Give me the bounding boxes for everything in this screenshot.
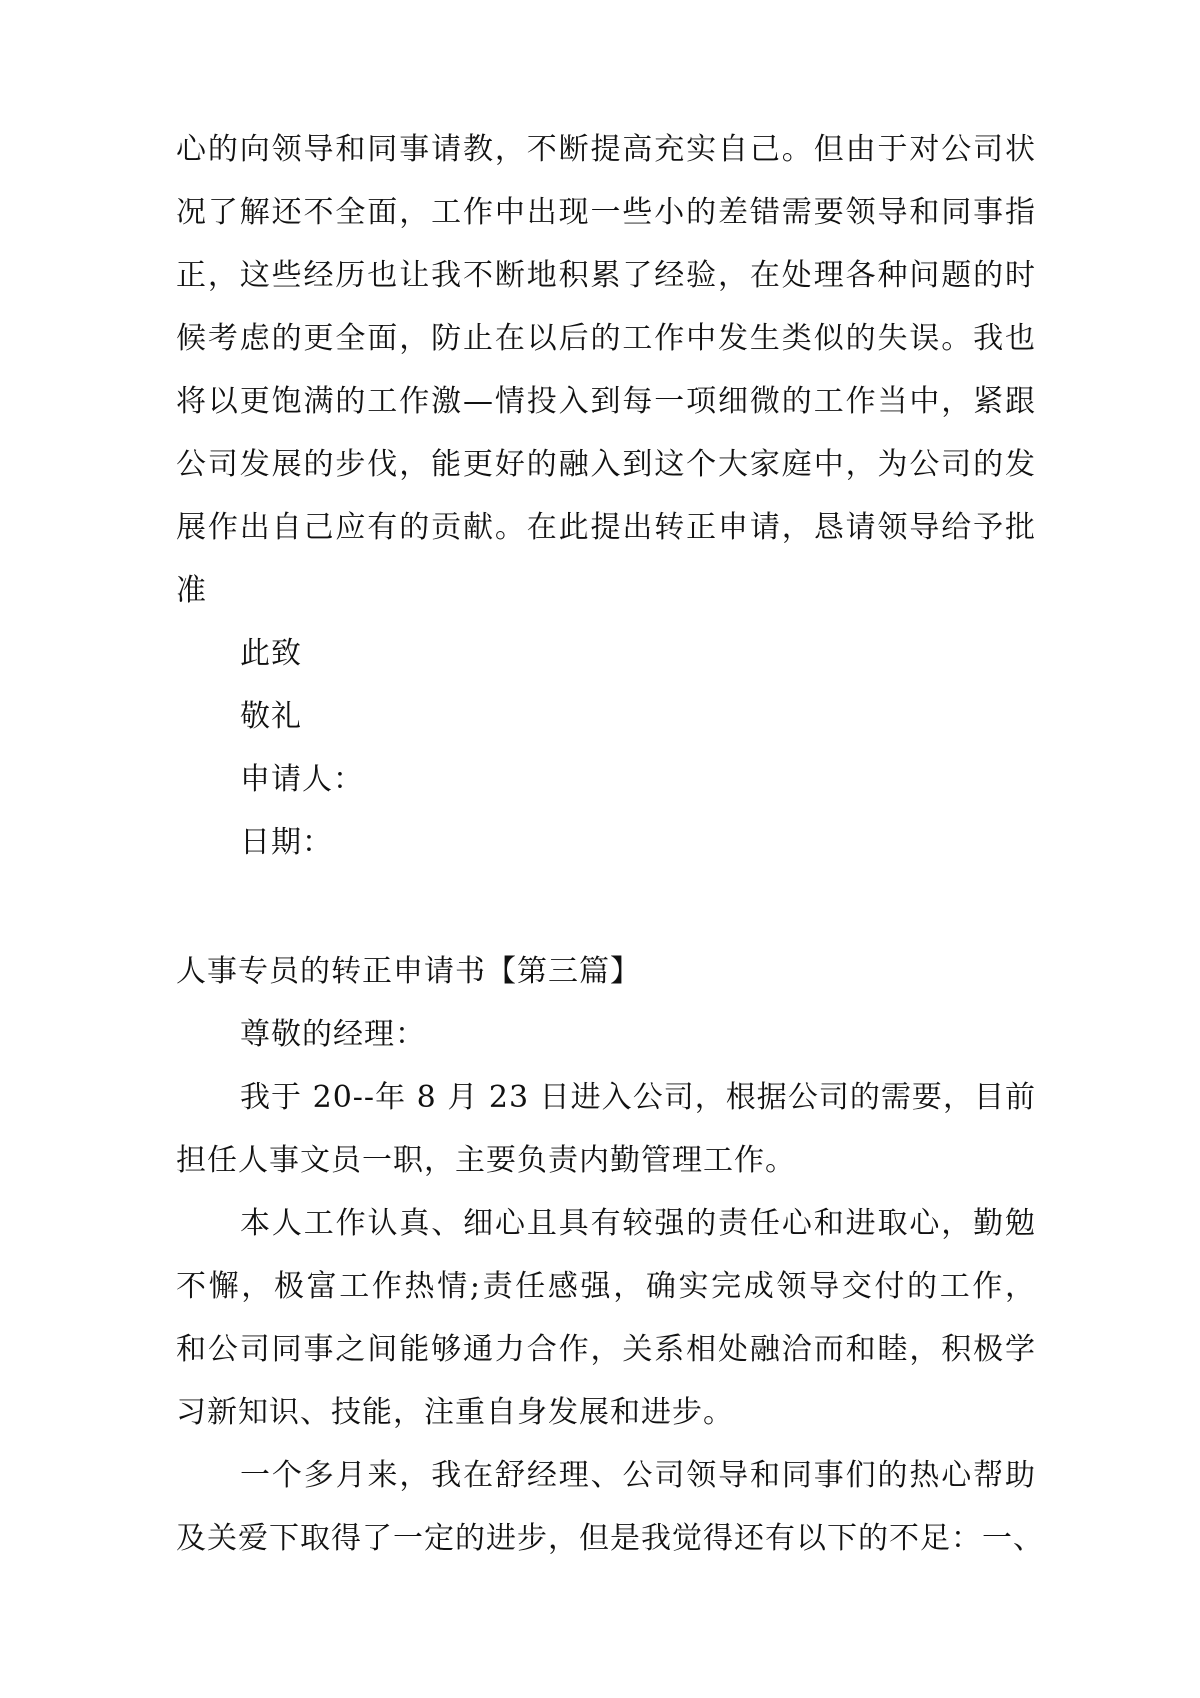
text-line: 不懈，极富工作热情;责任感强，确实完成领导交付的工作， [176, 1269, 1036, 1304]
salutation: 尊敬的经理： [240, 1017, 426, 1052]
text-line: 我于 20--年 8 月 23 日进入公司，根据公司的需要，目前 [240, 1080, 1036, 1115]
text-line: 担任人事文员一职，主要负责内勤管理工作。 [176, 1143, 796, 1178]
section-title: 人事专员的转正申请书【第三篇】 [176, 954, 641, 989]
continued-paragraph [176, 118, 1036, 622]
text-line: 心的向领导和同事请教，不断提高充实自己。但由于对公司状 [176, 132, 1036, 167]
text-line: 本人工作认真、细心且具有较强的责任心和进取心，勤勉 [240, 1206, 1036, 1241]
date-label: 日期： [240, 825, 333, 860]
text-line: 及关爱下取得了一定的进步，但是我觉得还有以下的不足：一、 [176, 1521, 1044, 1556]
text-line: 况了解还不全面，工作中出现一些小的差错需要领导和同事指 [176, 195, 1036, 230]
paragraph-3 [176, 1444, 1044, 1570]
text-line: 和公司同事之间能够通力合作，关系相处融洽而和睦，积极学 [176, 1332, 1036, 1367]
closing-cizhi: 此致 [240, 636, 302, 671]
text-line: 习新知识、技能，注重自身发展和进步。 [176, 1395, 734, 1430]
document-body [176, 118, 1044, 1570]
text-line: 候考虑的更全面，防止在以后的工作中发生类似的失误。我也 [176, 321, 1036, 356]
text-line: 公司发展的步伐，能更好的融入到这个大家庭中，为公司的发 [176, 447, 1036, 482]
paragraph-1 [176, 1066, 1036, 1192]
section-spacer [176, 874, 1036, 940]
closing-jingli: 敬礼 [240, 699, 302, 734]
text-line: 展作出自己应有的贡献。在此提出转正申请，恳请领导给予批 [176, 510, 1036, 545]
text-line: 准 [176, 573, 207, 608]
letter-closing [176, 622, 1036, 874]
applicant-label: 申请人： [240, 762, 364, 797]
text-line: 一个多月来，我在舒经理、公司领导和同事们的热心帮助 [240, 1458, 1036, 1493]
paragraph-2 [176, 1192, 1036, 1444]
text-line: 将以更饱满的工作激—情投入到每一项细微的工作当中，紧跟 [176, 384, 1036, 419]
text-line: 正，这些经历也让我不断地积累了经验，在处理各种问题的时 [176, 258, 1036, 293]
